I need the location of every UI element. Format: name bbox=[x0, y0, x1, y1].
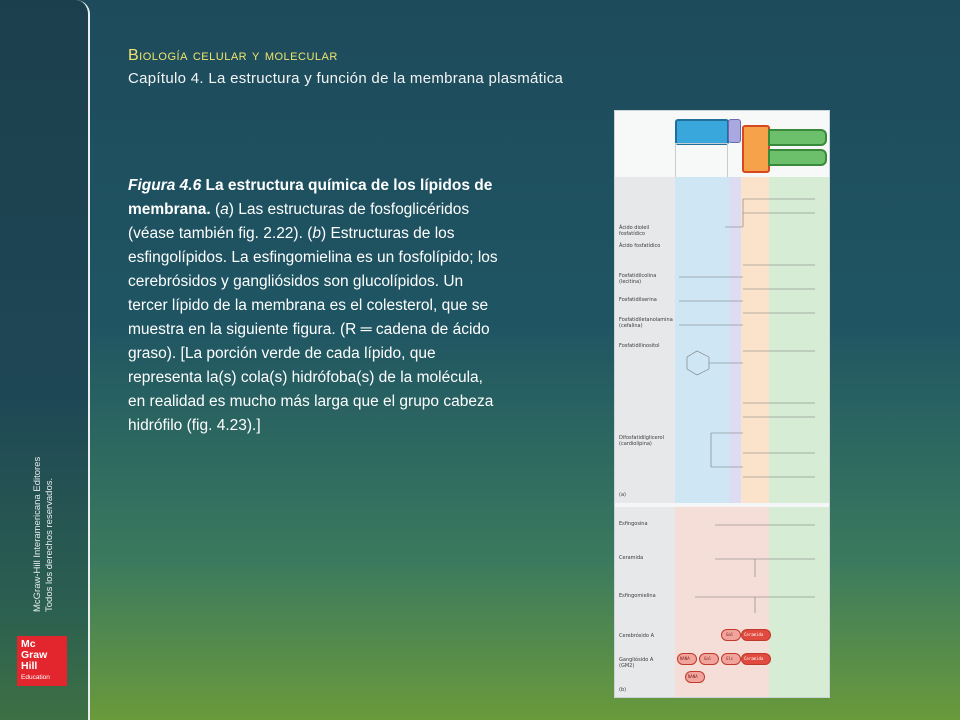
glycerol-block bbox=[742, 125, 770, 173]
copyright-line-1: McGraw-Hill Interamericana Editores bbox=[32, 456, 43, 612]
caption-text-3: ) Estructuras de los esfingolípidos. La esfingomielina es un fosfolípido; los cerebrósidos y gangliósidos son glucolípidos. Un tercer lípido de la membrana es el colesterol, que se muestra en la siguiente figura. (R ═ cadena de ácido graso). [La porción verde de cada lípido, que representa la(s) cola(s) hidrófoba(s) de la molécula, en realidad es mucho más larga que el grupo cabeza hidrófilo (fig. 4.23).] bbox=[128, 225, 498, 434]
figure-caption bbox=[128, 174, 500, 438]
sugar-gal-1: Gal bbox=[721, 629, 741, 641]
panel-a-tag: (a) bbox=[619, 492, 626, 498]
label-fosfatidiletanolamina: Fosfatidiletanolamina (cefalina) bbox=[619, 317, 673, 329]
book-title: Biología celular y molecular bbox=[128, 47, 338, 64]
panel-b bbox=[615, 507, 829, 697]
panel-a-structures bbox=[615, 177, 829, 503]
ceramide-block-2: Ceramida bbox=[741, 653, 771, 665]
logo-line-4: Education bbox=[21, 674, 50, 681]
fatty-acid-tail-2 bbox=[768, 149, 827, 166]
caption-title: La estructura química de los lípidos de membrana. bbox=[128, 177, 493, 218]
label-fosfatidico: Ácido fosfatídico bbox=[619, 243, 661, 249]
label-ceramida: Ceramida bbox=[619, 555, 644, 561]
label-dioleil: Ácido dioleil fosfatídico bbox=[619, 225, 650, 237]
sugar-gal-2: Gal bbox=[699, 653, 719, 665]
label-fosfatidilcolina: Fosfatidilcolina (lecitina) bbox=[619, 273, 657, 285]
logo-line-2: Graw bbox=[21, 649, 48, 661]
label-cerebrosido: Cerebrósido A bbox=[619, 633, 655, 639]
sugar-glc: Glc bbox=[721, 653, 741, 665]
copyright-notice bbox=[32, 457, 56, 612]
lipid-structure-figure bbox=[614, 110, 830, 698]
sugar-nana-2: NANA bbox=[685, 671, 705, 683]
chapter-title: Capítulo 4. La estructura y función de la membrana plasmática bbox=[128, 70, 564, 87]
sidebar bbox=[0, 0, 90, 720]
fatty-acid-tail-1 bbox=[768, 129, 827, 146]
label-gangliosido: Gangliósido A (GM2) bbox=[619, 657, 654, 669]
figure-label: Figura 4.6 bbox=[128, 177, 202, 194]
label-fosfatidilinositol: Fosfatidilinositol bbox=[619, 343, 660, 349]
lipid-schematic bbox=[615, 111, 829, 177]
head-group-block bbox=[675, 119, 729, 145]
caption-part-a: a bbox=[220, 201, 229, 218]
copyright-line-2: Todos los derechos reservados. bbox=[44, 477, 55, 612]
panel-b-tag: (b) bbox=[619, 687, 627, 693]
logo-line-3: Hill bbox=[21, 660, 38, 672]
label-esfingosina: Esfingosina bbox=[619, 521, 648, 527]
ceramide-block-1: Ceramida bbox=[741, 629, 771, 641]
phosphate-block bbox=[728, 119, 741, 143]
label-esfingomielina: Esfingomielina bbox=[619, 593, 656, 599]
label-cardiolipina: Difosfatidilglicerol (cardiolipina) bbox=[619, 435, 664, 447]
caption-text-1: ( bbox=[210, 201, 221, 218]
publisher-logo bbox=[17, 636, 67, 686]
sugar-nana-1: NANA bbox=[677, 653, 697, 665]
logo-line-1: Mc bbox=[21, 638, 36, 650]
panel-a bbox=[615, 177, 829, 503]
label-fosfatidilserina: Fosfatidilserina bbox=[619, 297, 657, 303]
caption-part-b: b bbox=[312, 225, 321, 242]
caption-text-2: ) Las estructuras de fosfoglicéridos (véase también fig. 2.22). ( bbox=[128, 201, 470, 242]
panel-b-structures bbox=[615, 507, 829, 697]
